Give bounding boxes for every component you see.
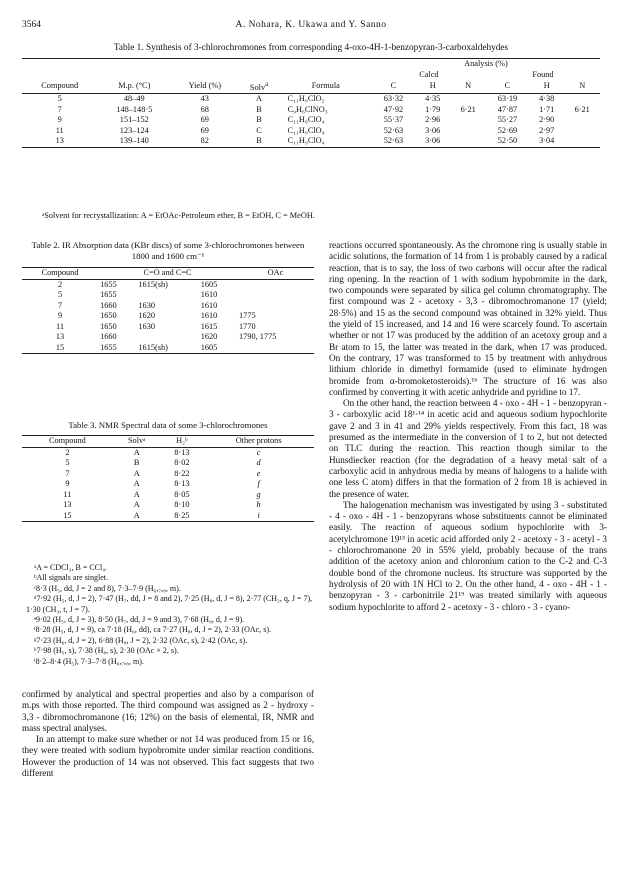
table-row — [22, 490, 314, 501]
table-cell: 9 — [57, 115, 62, 125]
paragraph: The halogenation mechanism was investigated by using 3 - substituted - 4 - oxo - 4H - 1 - benzopyrans whose substituents cannot be eliminated easily. The reaction of aqueous sodium hypochlorite with 3-acetylchromone 19¹³ in acetic acid afforded only 2 - acetoxy - 3 - acetyl - 3 - chlorochromanone 20 in 55% yield, probably because of the trans addition of the acetoxy anion and chloronium cation to the C-2 and C-3 double bond of the chromone nucleus. Its structure was supported by the hydrolysis of 20 with 1N HCl to 2. On the other hand, 4 - oxo - 4H - 1 - benzopyran - 3 - carbonitrile 21¹⁹ was treated similarly with aqueous sodium hypochlorite to afford 2 - acetoxy - 3 - chloro - 3 - cyano- — [329, 499, 607, 612]
table-cell: 69 — [200, 115, 209, 125]
paragraph: reactions occurred spontaneously. As the chromone ring is usually stable in acidic solutions, the formation of 14 from 1 is probably caused by a radical reaction, that is to say, the loss of two carbons will occur after the radical ring opening. In the reaction of 1 with sodium hypobromite in the dark, two compounds were separated by silica gel column chromatography. The first compound was 2 - acetoxy - 3,3 - dibromochromanone 17 (yield; 28·5%) and 15 as the second compound was obtained in 32% yield. Thus the yield of 15 increased, and 14 and 16 were scarcely found. To ascertain whether or not 17 was produced by the addition of an acetoxy group and a Br atom to 15, the latter was treated in the dark, when 17 was produced. On the contrary, 17 was transformed to 15 by treatment with anhydrous lithium chloride in dimethyl formamide (used to eliminate hydrogen bromide from α-bromoketosteroids).¹⁶ The structure of 16 was also confirmed by converting it with acetic anhydride and pyridine to 17. — [329, 240, 607, 397]
left-column-text — [22, 689, 314, 779]
analysis-header: Analysis (%) — [464, 59, 508, 68]
table-row — [22, 311, 314, 322]
table-row — [22, 105, 600, 116]
table-cell: 2 — [57, 279, 63, 289]
table-cell: 1655 — [100, 279, 117, 289]
table-cell — [237, 301, 314, 312]
table-cell: 8·13 — [174, 447, 190, 457]
table-note: ᶠ8·28 (H₅, d, J = 9), ca 7·18 (H₆, dd), ca 7·27 (H₈, d, J = 2), 2·33 (OAc, s). — [34, 625, 272, 635]
table-note: ᵉ9·02 (H₅, d, J = 3), 8·50 (H₇, dd, J = 9 and 3), 7·68 (H₈, d, J = 9). — [34, 615, 245, 625]
table-cell: 52·63 — [383, 125, 404, 135]
table-cell: 3·06 — [425, 136, 441, 146]
col-header: Solv$^a$ — [249, 81, 269, 92]
table-cell: 47·92 — [383, 104, 404, 114]
table-cell: 123–124 — [119, 125, 149, 135]
table-cell: 4·35 — [425, 94, 441, 104]
paragraph: In an attempt to make sure whether or not 14 was produced from 15 or 16, they were treated with sodium hypobromite under similar reaction conditions. However the production of 14 was not observed. This fact suggests that two different — [22, 734, 314, 779]
table-note: ᵇAll signals are singlet. — [34, 573, 109, 583]
table-row — [22, 458, 314, 469]
col-header: H — [429, 81, 436, 91]
table-row — [22, 469, 314, 480]
table-cell: 1660 — [100, 332, 117, 341]
table-cell: c — [256, 447, 261, 457]
authors: A. Nohara, K. Ukawa and Y. Sanno — [235, 20, 387, 30]
table-cell: 11 — [55, 125, 64, 135]
col-header: C — [390, 81, 397, 91]
table-cell: 5 — [65, 458, 70, 467]
table1-caption: Table 1. Synthesis of 3-chlorochromones from corresponding 4-oxo-4H-1-benzopyran-3-carboxaldehydes — [113, 43, 509, 53]
col-header: Solvᵃ — [127, 436, 146, 445]
table-cell: 82 — [200, 136, 209, 146]
table-note: ᵈ7·92 (H₅, d, J = 2), 7·47 (H₇, dd, J = 8 and 2), 7·25 (H₈, d, J = 8), 2·77 (CH₂, q, J = 7), 1·30 (CH₃, t, J = 7). — [26, 594, 313, 614]
table-cell: 15 — [63, 510, 72, 520]
table-cell: 9 — [57, 311, 63, 320]
table-cell: 55·37 — [383, 115, 404, 125]
table-cell: g — [256, 489, 261, 499]
table-cell: 3·06 — [425, 125, 441, 135]
table-cell: 63·32 — [383, 94, 404, 104]
table-cell: 2 — [65, 447, 70, 457]
table-cell: A — [133, 468, 140, 478]
found-header: Found — [532, 69, 554, 79]
table-cell: 2·90 — [539, 115, 555, 125]
table-cell: f — [257, 479, 260, 488]
table-cell: 8·02 — [174, 458, 190, 467]
table2 — [22, 267, 314, 354]
table-cell: 2·96 — [425, 115, 441, 125]
table-cell: 8·13 — [174, 479, 190, 488]
table-cell — [450, 126, 485, 137]
table-cell: A — [133, 489, 140, 499]
table-cell: 1620 — [200, 332, 218, 341]
table-cell: 151–152 — [119, 115, 149, 125]
table-cell: 1650 — [100, 321, 117, 331]
table-cell: B — [256, 104, 262, 114]
table3-notes — [26, 563, 316, 667]
table-cell: 7 — [57, 104, 62, 114]
table-cell: 1610 — [200, 311, 218, 320]
table-cell: B — [256, 136, 262, 146]
table-cell: 1·71 — [539, 104, 555, 114]
table-row — [22, 447, 314, 458]
table-cell: 48–49 — [123, 94, 145, 104]
col-header: N — [465, 81, 472, 91]
table-cell: 139–140 — [119, 136, 149, 146]
col-header: OAc — [267, 268, 284, 277]
table-cell — [450, 136, 485, 147]
table-cell: 52·50 — [497, 136, 518, 146]
table-note: ᵃA = CDCl₃, B = CCl₄. — [34, 563, 108, 572]
table-row — [22, 126, 600, 137]
table-row — [22, 94, 600, 105]
table-cell: 148–148·5 — [116, 104, 153, 114]
table-cell: C₁₁H₉ClO₄ — [287, 125, 325, 135]
table-row — [22, 500, 314, 511]
table-cell: i — [257, 510, 260, 520]
table-note: ᵍ7·23 (H₆, d, J = 2), 6·88 (H₈, J = 2), 2·32 (OAc, s), 2·42 (OAc, s). — [34, 635, 248, 645]
table-cell: 1615(sh) — [138, 342, 168, 352]
table-row — [22, 115, 600, 126]
col-header: Compound — [41, 81, 79, 91]
table-row — [22, 136, 600, 147]
table-cell: 1·79 — [425, 104, 441, 114]
table-cell: 13 — [63, 500, 72, 509]
table-cell: 11 — [56, 321, 65, 331]
table-cell — [450, 94, 485, 105]
table-note: ᶜ8·3 (H₅, dd, J = 2 and 8), 7·3–7·9 (H₆,₇,₈, m). — [34, 583, 181, 593]
table-cell: C₉H₆ClNO₃ — [287, 104, 328, 114]
table-cell: 43 — [200, 94, 209, 104]
table-cell: 1655 — [100, 290, 117, 299]
table-cell: B — [256, 115, 262, 125]
table-cell: 5 — [57, 290, 63, 299]
table1 — [22, 58, 600, 148]
table-cell: 1615 — [200, 321, 218, 331]
col-header: C=O and C=C — [143, 268, 192, 277]
table-cell: 5 — [57, 94, 62, 104]
table-cell: 69 — [200, 125, 209, 135]
table-cell — [564, 115, 600, 126]
table-row — [22, 479, 314, 490]
table-cell: 8·10 — [174, 500, 190, 509]
table-cell: 8·25 — [174, 510, 190, 520]
col-header: C — [504, 81, 511, 91]
table-cell — [237, 343, 314, 354]
table1-footnote: ᵃSolvent for recrystallization: A = EtOAc-Petroleum ether, B = EtOH, C = MeOH. — [42, 211, 315, 220]
calcd-header: Calcd — [419, 69, 439, 79]
table-cell: 1655 — [100, 342, 117, 352]
table-cell: 1605 — [200, 342, 218, 352]
table-cell: 6·21 — [574, 104, 590, 114]
table-cell: 1775 — [239, 311, 256, 320]
table-row — [22, 343, 314, 354]
table-cell: 6·21 — [460, 104, 476, 114]
table-cell: 1620 — [138, 311, 155, 320]
paragraph: confirmed by analytical and spectral properties and also by a comparison of m.ps with those reported. The third compound was assigned as 2 - hydroxy - 3,3 - dibromochromanone (16; 12%) on the basis of elemental, IR, NMR and mass spectral analyses. — [22, 689, 314, 733]
col-header: Compound — [41, 268, 79, 277]
table-cell: 1610 — [200, 290, 218, 299]
table-cell: A — [133, 447, 140, 457]
table-cell: h — [256, 500, 261, 509]
table-cell — [564, 126, 600, 137]
table-row — [22, 279, 314, 290]
col-header: Compound — [48, 436, 86, 445]
col-header: H₂ᵇ — [176, 436, 188, 445]
table-cell: 1610 — [200, 300, 218, 310]
col-header: Yield (%) — [188, 81, 222, 91]
table-cell: 55·27 — [497, 115, 518, 125]
table-cell: 52·69 — [497, 125, 518, 135]
table-cell: 15 — [55, 342, 65, 352]
table-cell: 1790, 1775 — [239, 332, 277, 341]
col-header: M.p. (°C) — [118, 81, 151, 91]
table-cell: C₁₁H₉ClO₂ — [287, 94, 325, 104]
table-cell: A — [133, 500, 140, 509]
right-column-text — [329, 240, 607, 613]
table-cell: 1770 — [239, 321, 256, 331]
table-cell — [237, 279, 314, 290]
table3 — [22, 435, 314, 522]
table-cell — [564, 136, 600, 147]
table-cell: A — [133, 479, 140, 488]
col-header: N — [579, 81, 586, 91]
table-cell: C₁₁H₉ClO₄ — [287, 115, 325, 125]
table-cell: 13 — [55, 332, 65, 341]
table-cell: 68 — [200, 104, 209, 114]
table-cell: 8·05 — [174, 489, 190, 499]
table-cell: 4·38 — [539, 94, 555, 104]
table-cell: 1650 — [100, 311, 117, 320]
table-cell: B — [133, 458, 140, 467]
table-cell — [237, 290, 314, 301]
table3-caption: Table 3. NMR Spectral data of some 3-chlorochromones — [68, 420, 268, 430]
table-cell: 3·04 — [539, 136, 555, 146]
table-cell: e — [256, 468, 261, 478]
table-cell — [136, 332, 198, 343]
running-header — [22, 20, 600, 34]
table-cell: A — [133, 510, 140, 520]
table-cell: A — [256, 94, 263, 104]
page-number: 3564 — [22, 20, 41, 30]
col-header: Formula — [311, 81, 340, 91]
table-cell: 13 — [55, 136, 64, 146]
paragraph: On the other hand, the reaction between 4 - oxo - 4H - 1 - benzopyran - 3 - carboxylic acid 18¹·¹⁴ in acetic acid and aqueous sodium hypochlorite gave 2 and 3 in 41 and 29% yields respectively. From this fact, 18 was presumed as the intermediate in the conversion of 1 to 2, but not detected on TLC during the reaction. This reaction though similar to the Hunsdiecker reaction (for the degradation of a heavy metal salt of a carboxylic acid in anhydrous media by means of halogens to a halide with one less C atom) differs in that the formation of 2 from 18 is achieved in the presence of water. — [329, 398, 607, 499]
table-note: ⁱ8·2–8·4 (H₅), 7·3–7·8 (H₆,₇,₈, m). — [34, 656, 144, 666]
table-cell: 1605 — [200, 279, 218, 289]
table-cell: 1630 — [138, 321, 155, 331]
table-cell: 11 — [63, 489, 72, 499]
table-cell: 1630 — [138, 300, 155, 310]
table-cell: 7 — [65, 468, 70, 478]
col-header: Other protons — [235, 436, 282, 445]
table-cell — [450, 115, 485, 126]
table-row — [22, 511, 314, 522]
table-note: ʰ7·98 (H₅, s), 7·38 (H₈, s), 2·30 (OAc × 2, s). — [34, 646, 179, 656]
table-cell: 7 — [57, 300, 63, 310]
table-cell — [136, 290, 198, 301]
table-cell: C₁₁H₉ClO₄ — [287, 136, 325, 146]
table-cell: d — [256, 458, 261, 467]
table2-caption: Table 2. IR Absorption data (KBr discs) of some 3-chlorochromones between 1800 and 1600 cm⁻¹ — [31, 240, 305, 261]
table-cell: 47·87 — [497, 104, 518, 114]
table-cell: 52·63 — [383, 136, 404, 146]
table-row — [22, 332, 314, 343]
table-cell: C — [256, 125, 262, 135]
table-cell: 1660 — [100, 300, 117, 310]
table-row — [22, 301, 314, 312]
table-row — [22, 322, 314, 333]
table-cell: 8·22 — [174, 468, 190, 478]
table-cell: 63·19 — [497, 94, 518, 104]
table-cell: 1615(sh) — [138, 279, 168, 289]
table-row — [22, 290, 314, 301]
table-cell: 9 — [65, 479, 70, 488]
col-header: H — [543, 81, 550, 91]
table-cell — [564, 94, 600, 105]
table-cell: 2·97 — [539, 125, 555, 135]
